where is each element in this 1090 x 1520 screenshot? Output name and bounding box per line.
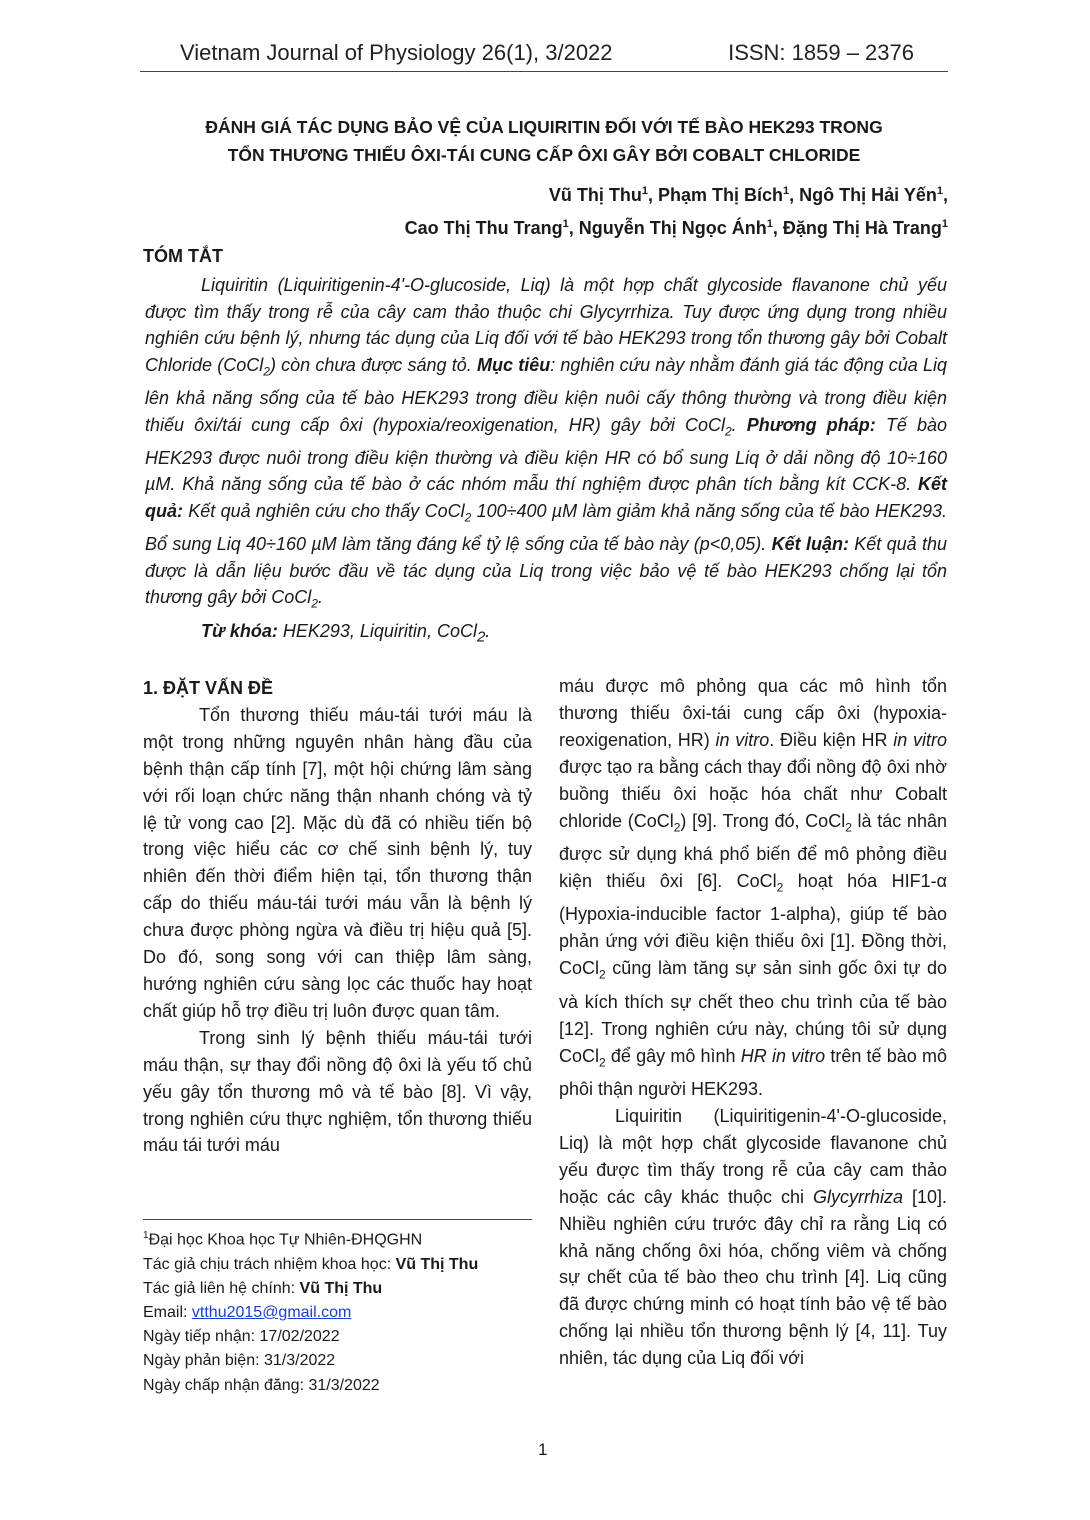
keywords: Từ khóa: HEK293, Liquiritin, CoCl$_2$. <box>201 621 491 646</box>
right-column <box>559 673 947 1372</box>
running-header <box>140 38 948 72</box>
author-name: Cao Thị Thu Trang <box>404 218 563 238</box>
article-title <box>140 113 948 169</box>
author-name: Nguyễn Thị Ngọc Ánh <box>578 218 767 238</box>
page-number: 1 <box>538 1440 548 1459</box>
label-objective: Mục tiêu <box>476 354 551 375</box>
title-line-1: ĐÁNH GIÁ TÁC DỤNG BẢO VỆ CỦA LIQUIRITIN ĐỐI VỚI TẾ BÀO HEK293 TRONG <box>205 117 883 137</box>
author-name: Ngô Thị Hải Yến <box>799 185 937 205</box>
left-column <box>143 675 532 1159</box>
author-line-1: Vũ Thị Thu$^1$, Phạm Thị Bích$^1$, Ngô Thị Hải Yến$^1$, <box>548 185 948 205</box>
affiliation: $^1$Đại học Khoa học Tự Nhiên-ĐHQGHN <box>143 1230 423 1249</box>
date-received: Ngày tiếp nhận: 17/02/2022 <box>143 1328 340 1346</box>
responsible-author: Tác giả chịu trách nhiệm khoa học: Vũ Thị Thu <box>143 1255 479 1273</box>
author-line-2: Cao Thị Thu Trang$^1$, Nguyễn Thị Ngọc Ánh$^1$, Đặng Thị Hà Trang$^1$ <box>404 218 948 238</box>
footnote <box>143 1219 532 1398</box>
label-results: Kết quả: <box>145 474 947 521</box>
author-name: Vũ Thị Thu <box>548 185 642 205</box>
title-line-2: TỔN THƯƠNG THIẾU ÔXI-TÁI CUNG CẤP ÔXI GÂY BỞI COBALT CHLORIDE <box>227 145 861 165</box>
paragraph: Tổn thương thiếu máu-tái tưới máu là một trong những nguyên nhân hàng đầu của bệnh thận cấp tính [7], một hội chứng lâm sàng với rối loạn chức năng thận nhanh chóng và tỷ lệ tử vong cao [2]. Mặc dù đã có nhiều tiến bộ trong việc hiểu các cơ chế sinh bệnh lý, tuy nhiên đến thời điểm hiện tại, tổn thương thận cấp do thiếu máu-tái tưới máu vẫn là bệnh lý chưa được phòng ngừa và điều trị hiệu quả [5]. Do đó, song song với can thiệp lâm sàng, hướng nghiên cứu sàng lọc các thuốc hay hoạt chất giúp hỗ trợ điều trị luôn được quan tâm. <box>143 704 532 1021</box>
author-list <box>140 177 948 243</box>
paragraph: Trong sinh lý bệnh thiếu máu-tái tưới máu thận, sự thay đổi nồng độ ôxi là yếu tố chủ yếu gây tổn thương mô và tế bào [8]. Vì vậy, trong nghiên cứu thực nghiệm, tổn thương thiếu máu tái tưới máu <box>143 1027 532 1156</box>
email-link[interactable]: vtthu2015@gmail.com <box>191 1303 352 1321</box>
paragraph: máu được mô phỏng qua các mô hình tổn thương thiếu ôxi-tái cung cấp ôxi (hypoxia-reoxigenation, HR) in vitro. Điều kiện HR in vitro được tạo ra bằng cách thay đổi nồng độ ôxi nhờ buồng thiếu ôxi hoặc hóa chất như Cobalt chloride (CoCl$_2$) [9]. Trong đó, CoCl$_2$ là tác nhân được sử dụng khá phổ biến để mô phỏng điều kiện thiếu ôxi [6]. CoCl$_2$ hoạt hóa HIF1-α (Hypoxia-inducible factor 1-alpha), giúp tế bào phản ứng với điều kiện thiếu ôxi [1]. Đồng thời, CoCl$_2$ cũng làm tăng sự sản sinh gốc ôxi tự do và kích thích sự chết theo chu trình của tế bào [12]. Trong nghiên cứu này, chúng tôi sử dụng CoCl$_2$ để gây mô hình HR in vitro trên tế bào mô phôi thận người HEK293. <box>559 676 948 1100</box>
keywords-label: Từ khóa: <box>201 621 278 641</box>
date-accepted: Ngày chấp nhận đăng: 31/3/2022 <box>143 1376 380 1394</box>
author-name: Đặng Thị Hà Trang <box>782 218 942 238</box>
contact-author: Tác giả liên hệ chính: Vũ Thị Thu <box>143 1279 383 1297</box>
paragraph: Liquiritin (Liquiritigenin-4'-O-glucoside, Liq) là một hợp chất glycoside flavanone chủ yếu được tìm thấy trong rễ của cây cam thảo hoặc các cây khác thuộc chi Glycyrrhiza [10]. Nhiều nghiên cứu trước đây chỉ ra rằng Liq có khả năng chống ôxi hóa, chống viêm và chống sự chết của tế bào theo chu trình [4]. Liq cũng đã được chứng minh có hoạt tính bảo vệ tế bào chống lại nhiều tổn thương bệnh lý [4, 11]. Tuy nhiên, tác dụng của Liq đối với <box>559 1105 948 1369</box>
label-method: Phương pháp: <box>746 414 876 435</box>
abstract-body: Liquiritin (Liquiritigenin-4'-O-glucoside, Liq) là một hợp chất glycoside flavanone chủ yếu được tìm thấy trong rễ của cây cam thảo thuộc chi Glycyrrhiza. Tuy được ứng dụng trong nhiều nghiên cứu bệnh lý, nhưng tác dụng của Liq đối với tế bào HEK293 trong tổn thương gây bởi Cobalt Chloride (CoCl$_2$) còn chưa được sáng tỏ. Mục tiêu: nghiên cứu này nhằm đánh giá tác động của Liq lên khả năng sống của tế bào HEK293 trong điều kiện nuôi cấy thông thường và trong điều kiện thiếu ôxi/tái cung cấp ôxi (hypoxia/reoxigenation, HR) gây bởi CoCl$_2$. Phương pháp: Tế bào HEK293 được nuôi trong điều kiện thường và điều kiện HR có bổ sung Liq ở dải nồng độ 10÷160 µM. Khả năng sống của tế bào ở các nhóm mẫu thí nghiệm được phân tích bằng kít CCK-8. Kết quả: Kết quả nghiên cứu cho thấy CoCl$_2$ 100÷400 µM làm giảm khả năng sống của tế bào HEK293. Bổ sung Liq 40÷160 µM làm tăng đáng kể tỷ lệ sống của tế bào này (p<0,05). Kết luận: Kết quả thu được là dẫn liệu bước đầu về tác dụng của Liq trong việc bảo vệ tế bào HEK293 chống lại tổn thương gây bởi CoCl$_2$. <box>145 275 947 611</box>
abstract-heading: TÓM TẮT <box>143 246 223 266</box>
email-line: Email: vtthu2015@gmail.com <box>143 1303 352 1321</box>
issn: ISSN: 1859 – 2376 <box>728 40 914 65</box>
label-conclusion: Kết luận: <box>771 534 849 555</box>
journal-name: Vietnam Journal of Physiology 26(1), 3/2022 <box>180 40 613 65</box>
section-heading: 1. ĐẶT VẤN ĐỀ <box>143 678 274 698</box>
date-reviewed: Ngày phản biện: 31/3/2022 <box>143 1352 336 1370</box>
author-name: Phạm Thị Bích <box>658 185 784 205</box>
